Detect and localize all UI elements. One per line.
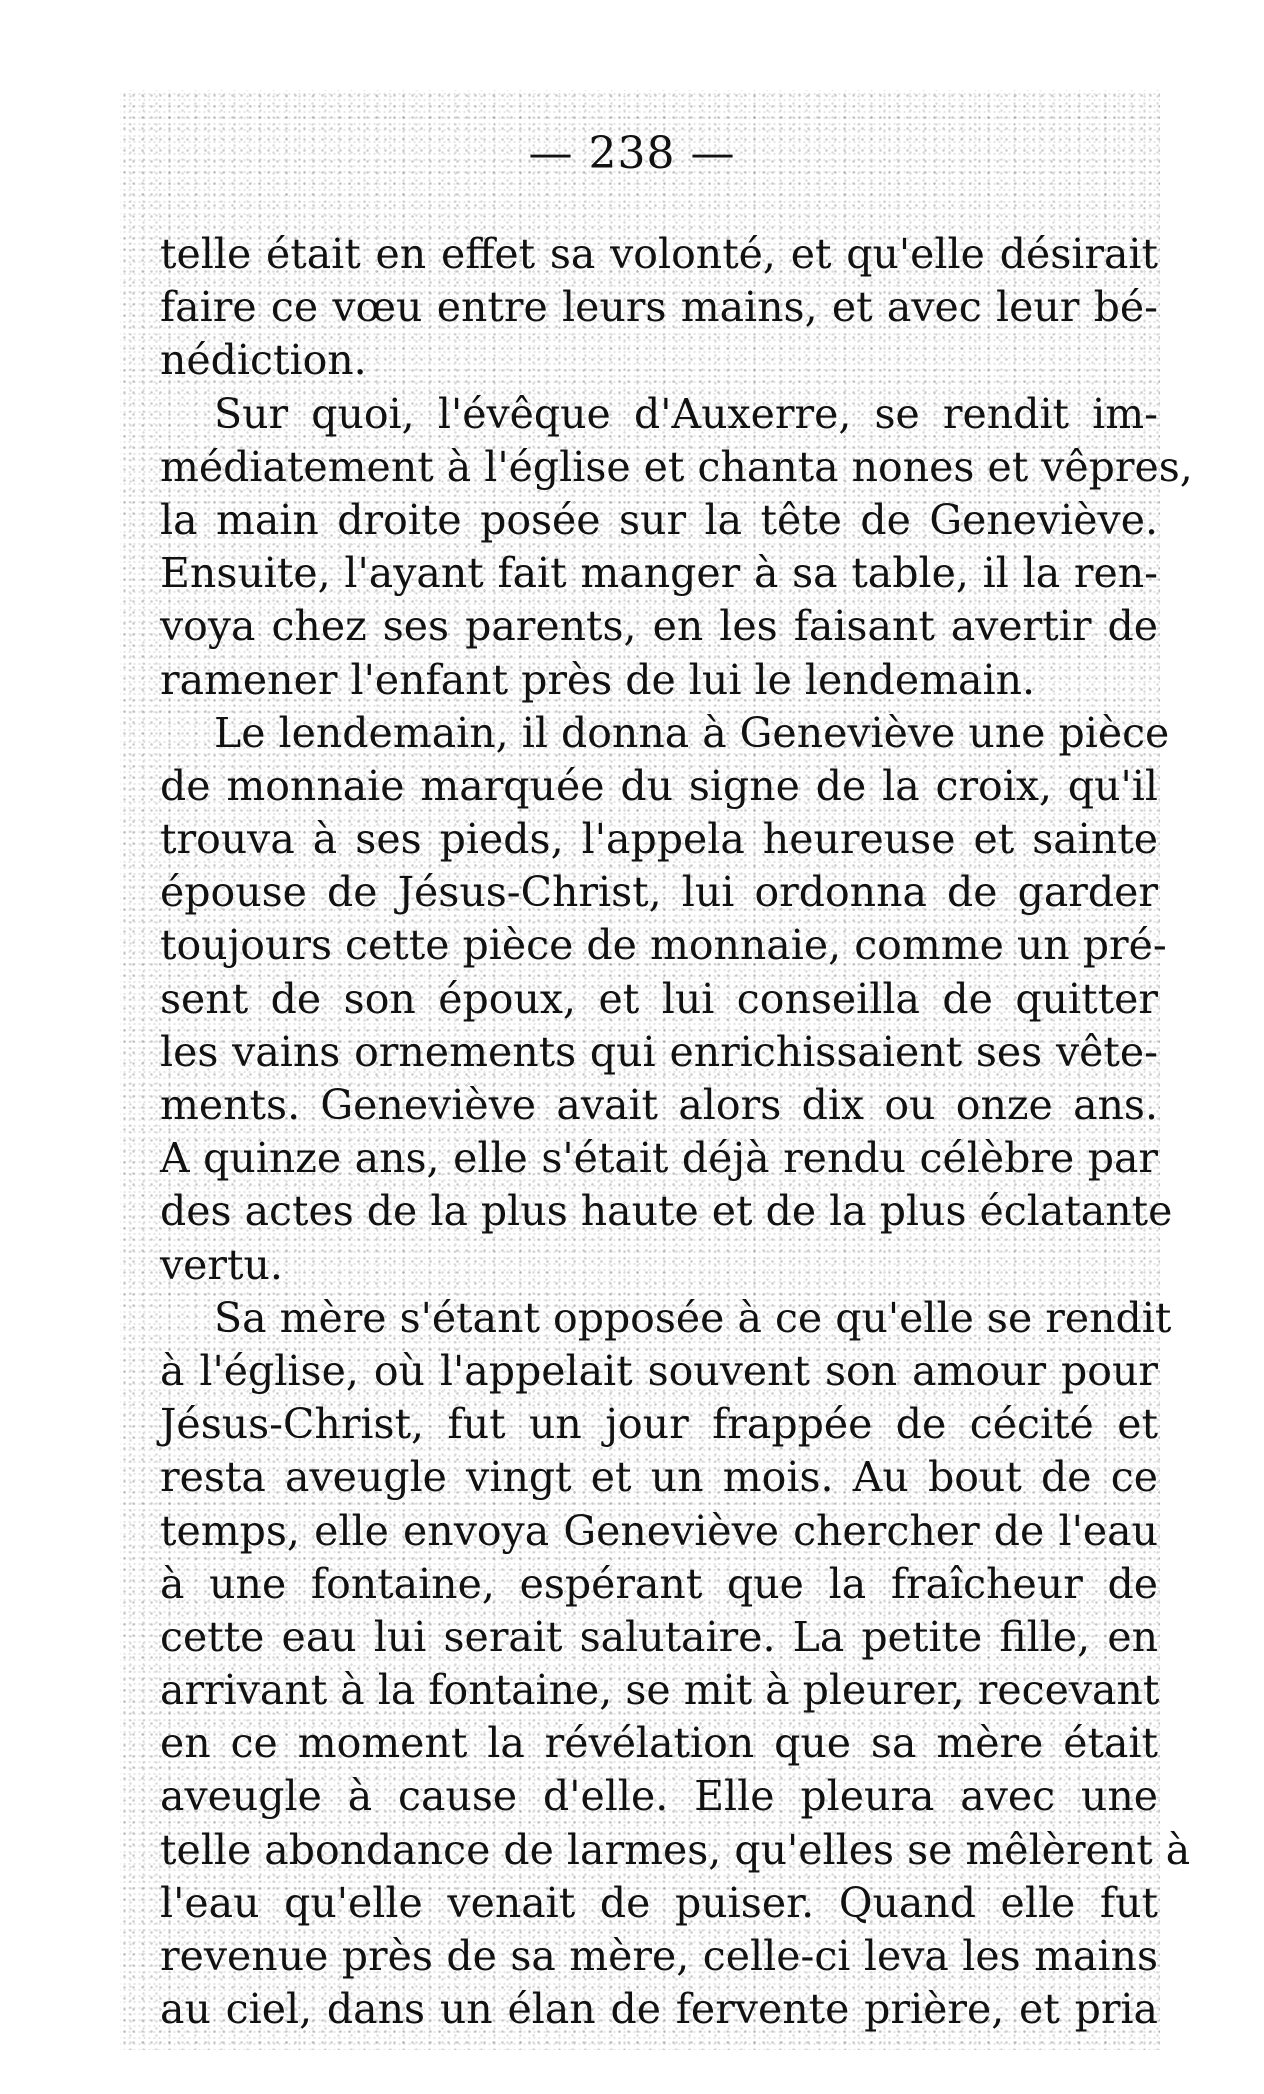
text-line: faire ce vœu entre leurs mains, et avec leur bé- — [160, 283, 1158, 332]
text-line: aveugle à cause d'elle. Elle pleura avec une — [160, 1772, 1158, 1821]
text-line: Ensuite, l'ayant fait manger à sa table, il la ren- — [160, 549, 1158, 598]
text-line: épouse de Jésus-Christ, lui ordonna de garder — [160, 868, 1158, 917]
text-line: les vains ornements qui enrichissaient ses vête- — [160, 1027, 1158, 1076]
text-line: ramener l'enfant près de lui le lendemain. — [160, 655, 1036, 704]
text-line: trouva à ses pieds, l'appela heureuse et sainte — [160, 815, 1158, 864]
text-line: resta aveugle vingt et un mois. Au bout de ce — [160, 1453, 1158, 1502]
page-number: — 238 — — [528, 128, 736, 179]
text-line: sent de son époux, et lui conseilla de quitter — [160, 974, 1158, 1023]
text-line: à l'église, où l'appelait souvent son amour pour — [160, 1346, 1158, 1395]
text-line: en ce moment la révélation que sa mère était — [160, 1719, 1158, 1768]
text-line: l'eau qu'elle venait de puiser. Quand elle fut — [160, 1878, 1158, 1927]
text-line: arrivant à la fontaine, se mit à pleurer, recevant — [160, 1666, 1160, 1715]
text-line: la main droite posée sur la tête de Geneviève. — [160, 495, 1158, 544]
text-line: ments. Geneviève avait alors dix ou onze ans. — [160, 1081, 1158, 1129]
text-line: voya chez ses parents, en les faisant avertir de — [160, 602, 1158, 651]
text-line: de monnaie marquée du signe de la croix, qu'il — [160, 761, 1158, 810]
text-line: temps, elle envoya Geneviève chercher de l'eau — [160, 1506, 1158, 1555]
text-line: Sur quoi, l'évêque d'Auxerre, se rendit im- — [214, 389, 1158, 438]
text-line: des actes de la plus haute et de la plus éclatante — [160, 1187, 1173, 1236]
text-line: nédiction. — [160, 336, 367, 385]
text-line: Sa mère s'étant opposée à ce qu'elle se rendit — [214, 1293, 1172, 1342]
text-line: Jésus-Christ, fut un jour frappée de cécité et — [160, 1400, 1158, 1449]
text-line: toujours cette pièce de monnaie, comme un pré- — [160, 921, 1167, 970]
text-line: telle abondance de larmes, qu'elles se mêlèrent à — [160, 1825, 1191, 1874]
text-line: cette eau lui serait salutaire. La petite fille, en — [160, 1612, 1158, 1661]
text-line: à une fontaine, espérant que la fraîcheur de — [160, 1559, 1158, 1608]
text-line: vertu. — [160, 1240, 283, 1289]
text-line: telle était en effet sa volonté, et qu'elle désirait — [160, 230, 1158, 278]
text-line: au ciel, dans un élan de fervente prière, et pria — [160, 1985, 1158, 2034]
text-line: A quinze ans, elle s'était déjà rendu célèbre par — [160, 1134, 1158, 1183]
text-line: Le lendemain, il donna à Geneviève une pièce — [214, 708, 1170, 757]
text-line: revenue près de sa mère, celle-ci leva les mains — [160, 1932, 1158, 1980]
body-text — [160, 228, 1193, 2036]
text-line: médiatement à l'église et chanta nones et vêpres, — [160, 442, 1193, 491]
